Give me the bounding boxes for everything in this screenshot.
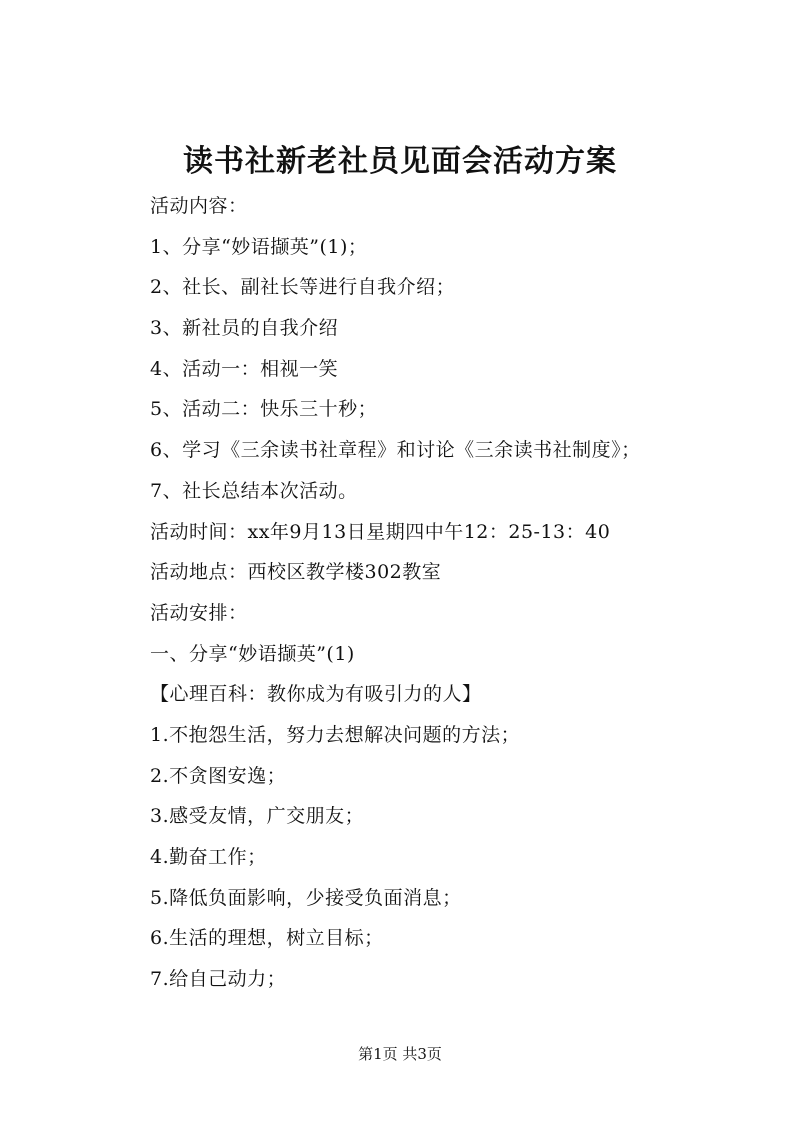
body-line: 5、活动二：快乐三十秒； xyxy=(150,398,378,421)
body-line: 5.降低负面影响，少接受负面消息； xyxy=(150,886,462,909)
page-footer: 第1页 共3页 xyxy=(358,1045,442,1063)
body-line: 7.给自己动力； xyxy=(150,968,287,991)
body-line: 一、分享“妙语撷英”(1) xyxy=(150,642,355,665)
document-title: 读书社新老社员见面会活动方案 xyxy=(183,144,617,179)
body-line: 1、分享“妙语撷英”(1)； xyxy=(150,235,368,258)
body-line: 【心理百科：教你成为有吸引力的人】 xyxy=(150,683,482,706)
body-line: 活动时间：xx年9月13日星期四中午12：25-13：40 xyxy=(150,520,611,543)
document-body xyxy=(150,186,790,1000)
body-line: 4.勤奋工作； xyxy=(150,846,267,868)
body-line: 3.感受友情，广交朋友； xyxy=(150,805,365,828)
body-line: 活动内容： xyxy=(150,195,248,217)
body-line: 活动地点：西校区教学楼302教室 xyxy=(150,561,442,584)
body-line: 2.不贪图安逸； xyxy=(150,764,287,787)
body-line: 6.生活的理想，树立目标； xyxy=(150,927,384,950)
body-line: 1.不抱怨生活，努力去想解决问题的方法； xyxy=(150,723,521,746)
body-line: 3、新社员的自我介绍 xyxy=(150,317,339,340)
body-line: 2、社长、副社长等进行自我介绍； xyxy=(150,276,456,299)
body-line: 7、社长总结本次活动。 xyxy=(150,479,358,502)
body-line: 6、学习《三余读书社章程》和讨论《三余读书社制度》； xyxy=(150,439,641,462)
body-line: 4、活动一：相视一笑 xyxy=(150,357,339,380)
body-line: 活动安排： xyxy=(150,601,248,624)
